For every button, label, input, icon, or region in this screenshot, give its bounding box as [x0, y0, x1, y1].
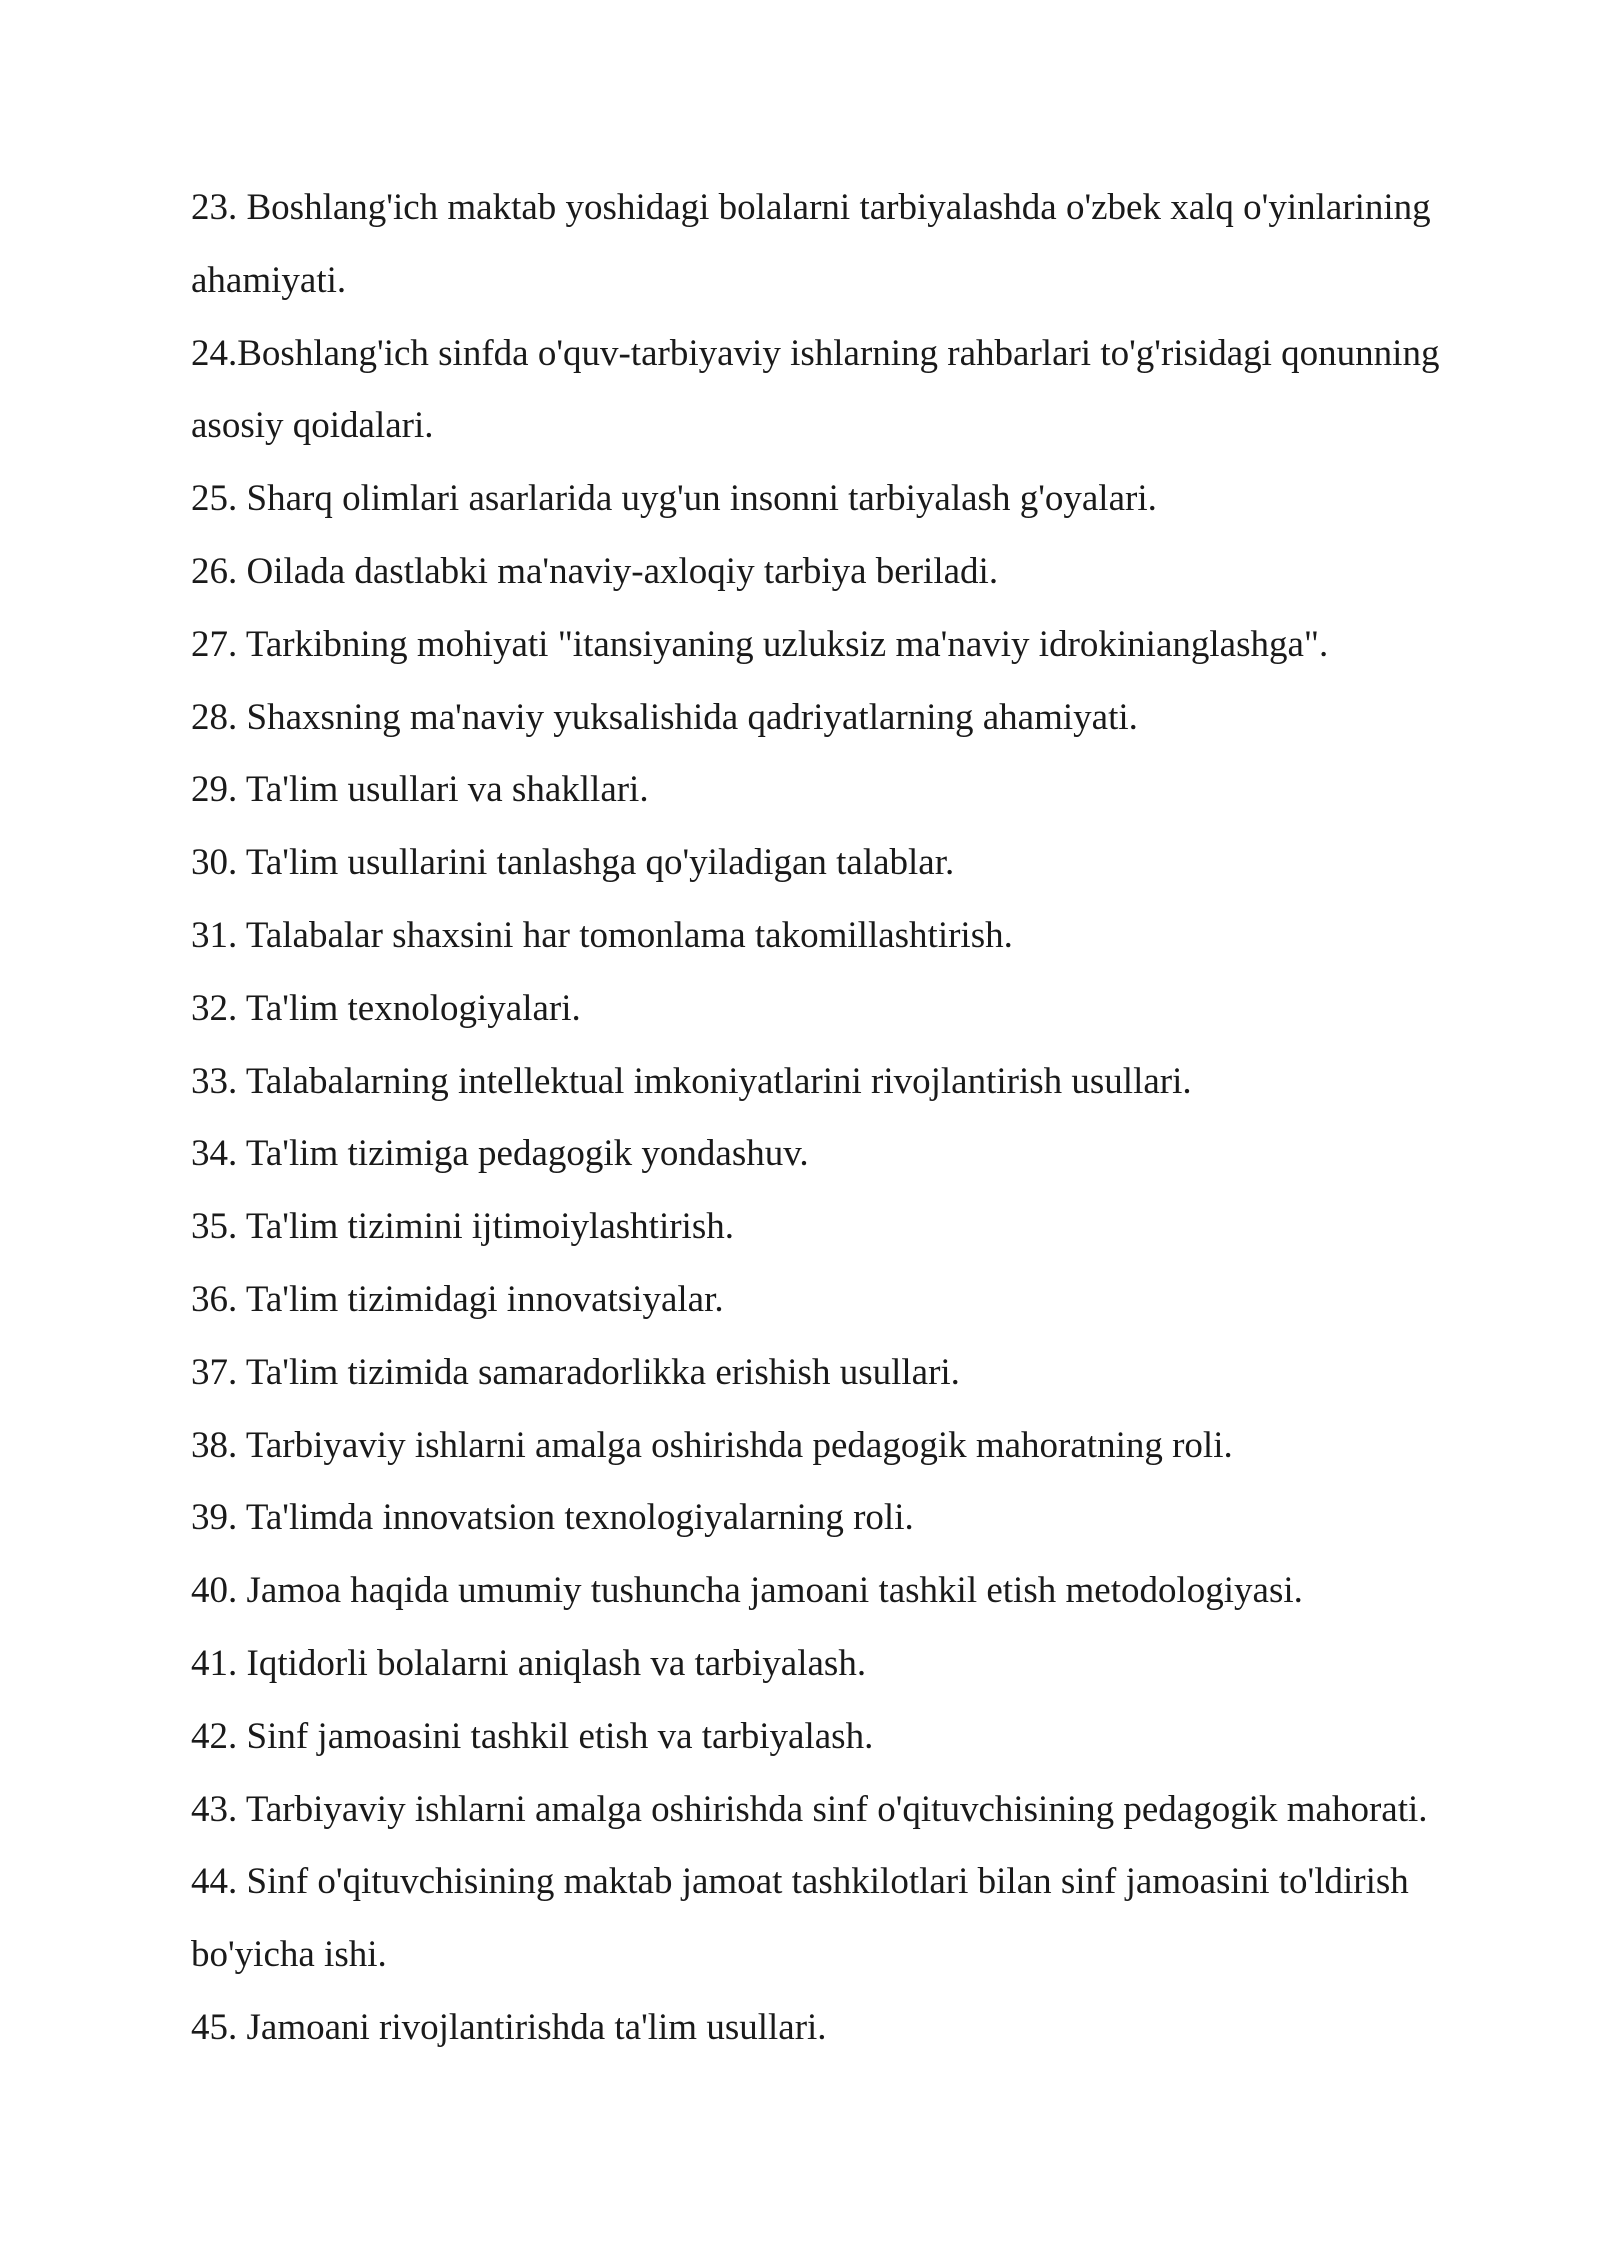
list-item: 27. Tarkibning mohiyati "itansiyaning uzluksiz ma'naviy idrokinianglashga".	[191, 623, 1329, 665]
list-item: 35. Ta'lim tizimini ijtimoiylashtirish.	[191, 1206, 734, 1248]
list-item: 38. Tarbiyaviy ishlarni amalga oshirishda pedagogik mahoratning roli.	[191, 1424, 1233, 1466]
list-item: 44. Sinf o'qituvchisining maktab jamoat tashkilotlari bilan sinf jamoasini to'ldirish bo'yicha ishi.	[191, 1861, 1409, 1976]
list-item: 25. Sharq olimlari asarlarida uyg'un insonni tarbiyalash g'oyalari.	[191, 478, 1157, 520]
list-item: 29. Ta'lim usullari va shakllari.	[191, 769, 649, 811]
list-item: 45. Jamoani rivojlantirishda ta'lim usullari.	[191, 2006, 827, 2048]
list-item: 40. Jamoa haqida umumiy tushuncha jamoani tashkil etish metodologiyasi.	[191, 1570, 1303, 1612]
list-item: 28. Shaxsning ma'naviy yuksalishida qadriyatlarning ahamiyati.	[191, 696, 1138, 738]
list-item: 41. Iqtidorli bolalarni aniqlash va tarbiyalash.	[191, 1642, 867, 1684]
list-item: 42. Sinf jamoasini tashkil etish va tarbiyalash.	[191, 1715, 874, 1757]
list-item: 32. Ta'lim texnologiyalari.	[191, 987, 581, 1029]
list-item: 37. Ta'lim tizimida samaradorlikka erishish usullari.	[191, 1351, 960, 1393]
list-item: 39. Ta'limda innovatsion texnologiyalarning roli.	[191, 1497, 914, 1539]
list-item: 36. Ta'lim tizimidagi innovatsiyalar.	[191, 1278, 724, 1320]
topic-list	[191, 172, 1491, 2065]
list-item: 33. Talabalarning intellektual imkoniyatlarini rivojlantirish usullari.	[191, 1060, 1192, 1102]
list-item: 26. Oilada dastlabki ma'naviy-axloqiy tarbiya beriladi.	[191, 550, 999, 592]
list-item: 30. Ta'lim usullarini tanlashga qo'yiladigan talablar.	[191, 842, 955, 884]
list-item: 24.Boshlang'ich sinfda o'quv-tarbiyaviy ishlarning rahbarlari to'g'risidagi qonunning asosiy qoidalari.	[191, 332, 1440, 447]
list-item: 23. Boshlang'ich maktab yoshidagi bolalarni tarbiyalashda o'zbek xalq o'yinlarining ahamiyati.	[191, 187, 1431, 301]
list-item: 43. Tarbiyaviy ishlarni amalga oshirishda sinf o'qituvchisining pedagogik mahorati.	[191, 1788, 1428, 1830]
list-item: 31. Talabalar shaxsini har tomonlama takomillashtirish.	[191, 914, 1013, 956]
list-item: 34. Ta'lim tizimiga pedagogik yondashuv.	[191, 1133, 809, 1175]
